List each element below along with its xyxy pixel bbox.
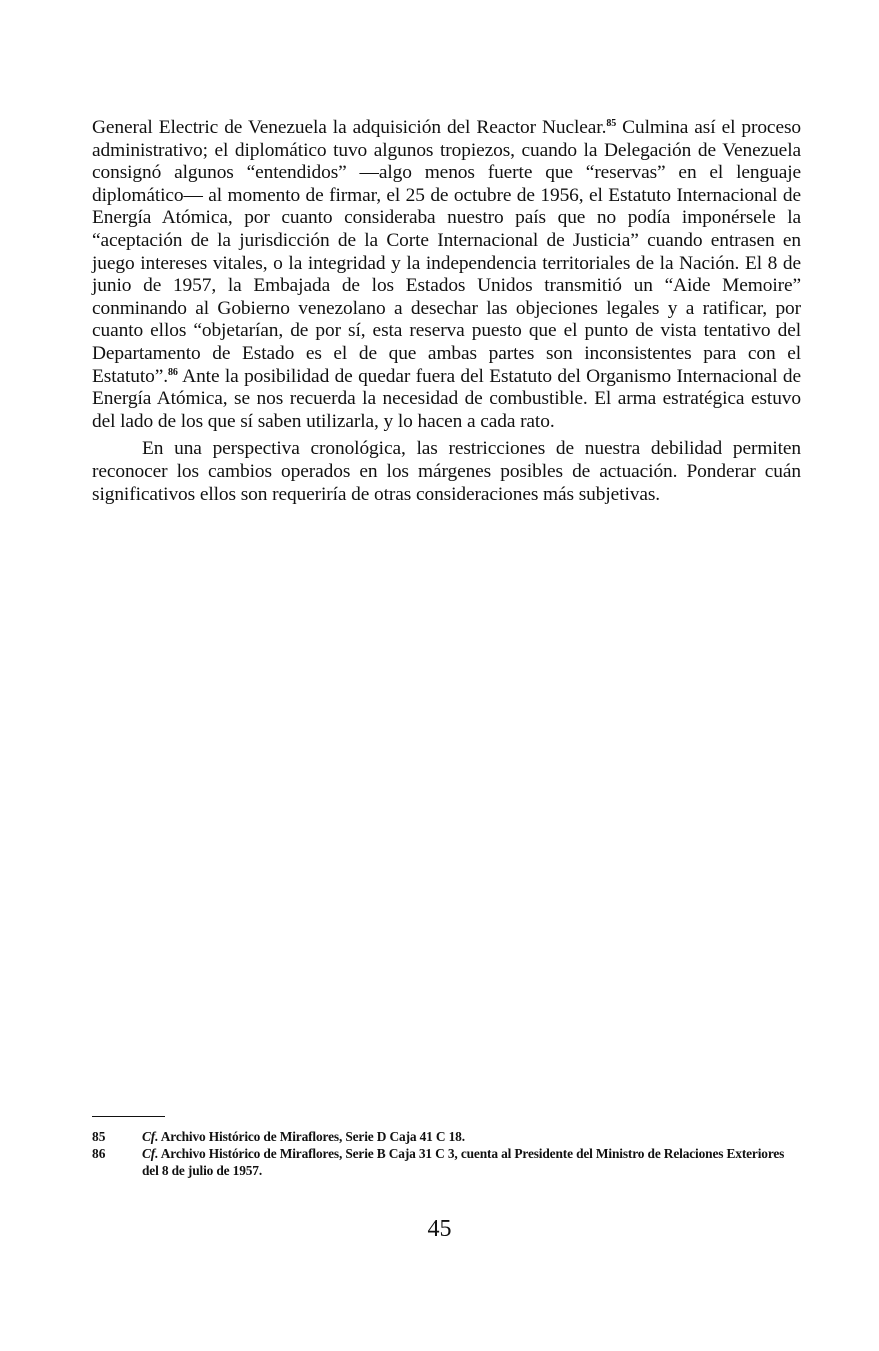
footnote-ref-85: 85 bbox=[606, 118, 617, 129]
page-number: 45 bbox=[427, 1216, 452, 1242]
footnotes bbox=[92, 1128, 802, 1179]
main-text bbox=[92, 117, 801, 506]
footnote-text bbox=[142, 1145, 802, 1179]
footnote-85 bbox=[92, 1128, 802, 1145]
footnote-cf: Cf. bbox=[142, 1146, 159, 1161]
footnote-86 bbox=[92, 1145, 802, 1179]
footnote-ref-86: 86 bbox=[168, 366, 178, 378]
footnote-cf: Cf. bbox=[142, 1129, 159, 1144]
paragraph-1-part-1: General Electric de Venezuela la adquisición del Reactor Nuclear. bbox=[92, 117, 607, 138]
paragraph-1-part-2: Culmina así el proceso administrativo; el diplomático tuvo algunos tropiezos, cuando la Delegación de Venezuela consignó algunos “entendidos” —algo menos fuerte que “reservas” en el lenguaje diplomático— al momento de firmar, el 25 de octubre de 1956, el Estatuto Internacional de Energía Atómica, por cuanto consideraba nuestro país que no podía imponérsele la “aceptación de la jurisdicción de la Corte Internacional de Justicia” cuando entrasen en juego intereses vitales, o la integridad y la independencia territoriales de la Nación. El 8 de junio de 1957, la Embajada de los Estados Unidos transmitió un “Aide Memoire” conminando al Gobierno venezolano a desechar las objeciones legales y a ratificar, por cuanto ellos “objetarían, de por sí, esta reserva puesto que el punto de vista tentativo del Departamento de Estado es el de que ambas partes son inconsistentes para con el Estatuto”. bbox=[92, 117, 801, 387]
footnote-text bbox=[142, 1128, 802, 1145]
paragraph-1 bbox=[92, 117, 801, 433]
paragraph-1-part-3: Ante la posibilidad de quedar fuera del Estatuto del Organismo Internacional de Energía Atómica, se nos recuerda la necesidad de combustible. El arma estratégica estuvo del lado de los que sí saben utilizarla, y lo hacen a cada rato. bbox=[92, 365, 801, 432]
footnote-divider bbox=[92, 1116, 165, 1117]
footnote-number: 85 bbox=[92, 1129, 106, 1144]
footnote-number: 86 bbox=[92, 1146, 106, 1161]
footnote-body: Archivo Histórico de Miraflores, Serie B Caja 31 C 3, cuenta al Presidente del Ministro de Relaciones Exteriores del 8 de julio de 1957. bbox=[142, 1146, 785, 1178]
paragraph-2: En una perspectiva cronológica, las restricciones de nuestra debilidad permiten reconocer los cambios operados en los márgenes posibles de actuación. Ponderar cuán significativos ellos son requeriría de otras consideraciones más subjetivas. bbox=[92, 438, 801, 505]
footnote-body: Archivo Histórico de Miraflores, Serie D Caja 41 C 18. bbox=[158, 1129, 465, 1144]
